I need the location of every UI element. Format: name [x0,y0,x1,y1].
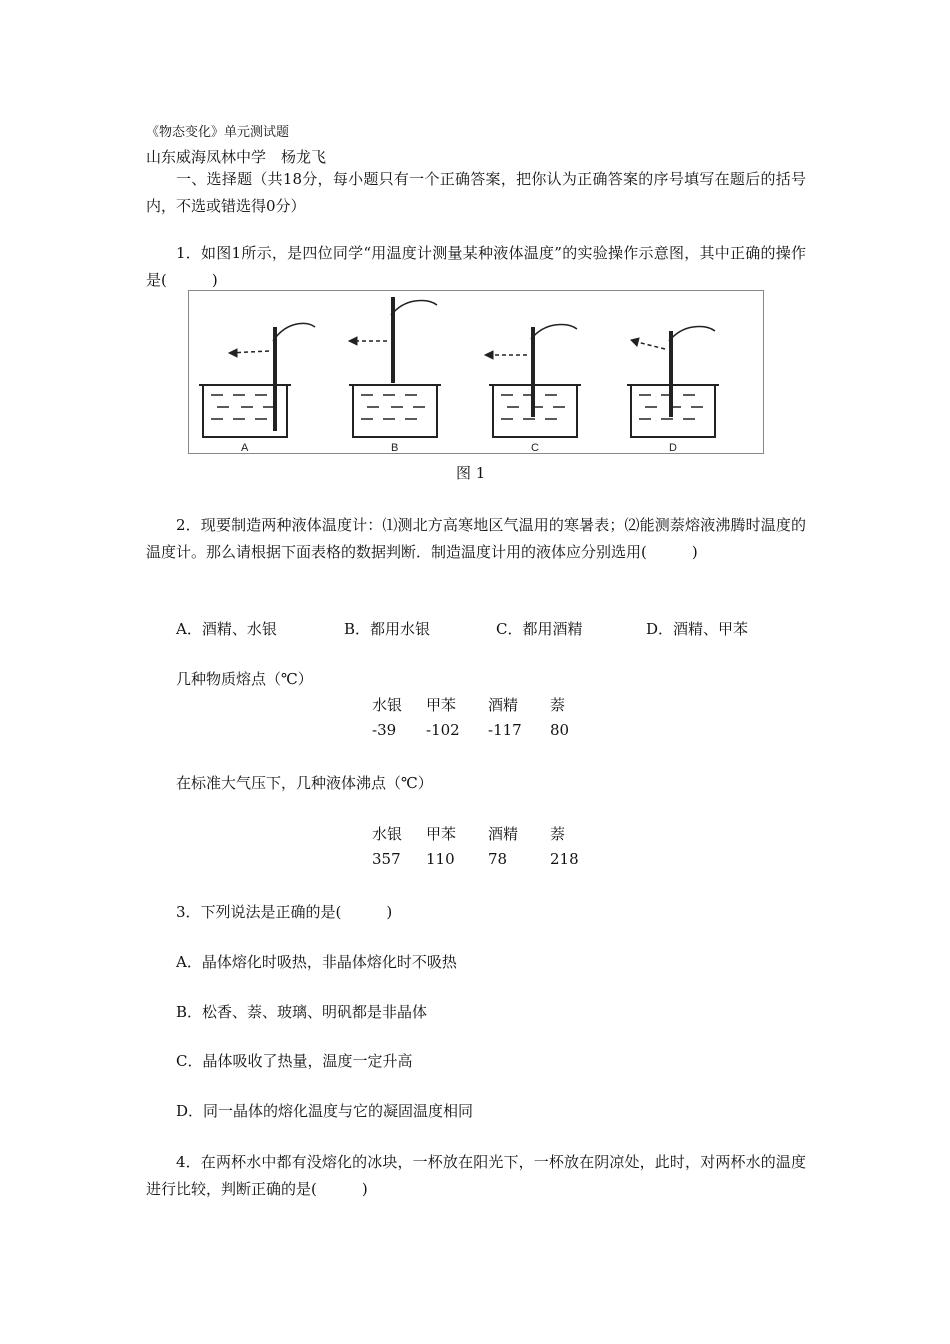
q3-option-c: C．晶体吸收了热量，温度一定升高 [176,1052,413,1070]
thermometer-diagram [189,291,763,453]
melting-header-3: 萘 [550,696,566,714]
boiling-value-1: 110 [426,850,455,868]
question-3-text: 3．下列说法是正确的是( ) [176,903,393,921]
boiling-header-3: 萘 [550,825,566,843]
boiling-value-0: 357 [372,850,401,868]
question-1-text: 1．如图1所示，是四位同学“用温度计测量某种液体温度”的实验操作示意图，其中正确的操作是( ) [146,244,806,289]
figure-label-b: B [391,442,399,453]
figure-1 [188,290,764,454]
melting-value-2: -117 [488,721,522,739]
beaker-a [199,323,315,437]
question-2-text: 2．现要制造两种液体温度计：⑴测北方高寒地区气温用的寒暑表；⑵能测萘熔液沸腾时温度的温度计。那么请根据下面表格的数据判断．制造温度计用的液体应分别选用( ) [146,516,806,561]
question-4-text: 4．在两杯水中都有没熔化的冰块，一杯放在阳光下，一杯放在阴凉处，此时，对两杯水的温度进行比较，判断正确的是( ) [146,1153,806,1198]
melting-header-2: 酒精 [488,696,519,714]
melting-value-0: -39 [372,721,397,739]
q3-option-a: A．晶体熔化时吸热，非晶体熔化时不吸热 [176,953,457,971]
boiling-header-0: 水银 [372,825,403,843]
melting-value-1: -102 [426,721,460,739]
melting-value-3: 80 [550,721,570,739]
doc-title: 《物态变化》单元测试题 [146,125,290,140]
q2-option-d: D．酒精、甲苯 [646,620,749,638]
q3-option-d: D．同一晶体的熔化温度与它的凝固温度相同 [176,1102,474,1120]
beaker-c [485,325,581,438]
q2-option-a: A．酒精、水银 [176,620,277,638]
q3-option-b: B．松香、萘、玻璃、明矾都是非晶体 [176,1003,428,1021]
boiling-value-2: 78 [488,850,508,868]
beaker-b [349,297,441,437]
q2-option-c: C．都用酒精 [496,620,583,638]
boiling-header-2: 酒精 [488,825,519,843]
figure-label-a: A [241,442,249,453]
section-heading: 一、选择题（共18分，每小题只有一个正确答案，把你认为正确答案的序号填写在题后的括号内，不选或错选得0分） [146,170,806,215]
boiling-header-1: 甲苯 [426,825,457,843]
melting-header-0: 水银 [372,696,403,714]
boiling-value-3: 218 [550,850,579,868]
melting-header-1: 甲苯 [426,696,457,714]
figure-label-c: C [531,442,539,453]
q2-option-b: B．都用水银 [344,620,431,638]
figure-label-d: D [669,442,677,453]
melting-point-title: 几种物质熔点（℃） [176,670,313,688]
figure-caption: 图 1 [456,464,486,482]
beaker-d [627,327,719,438]
doc-author: 山东威海凤林中学 杨龙飞 [146,148,327,166]
boiling-point-title: 在标准大气压下，几种液体沸点（℃） [176,774,433,792]
